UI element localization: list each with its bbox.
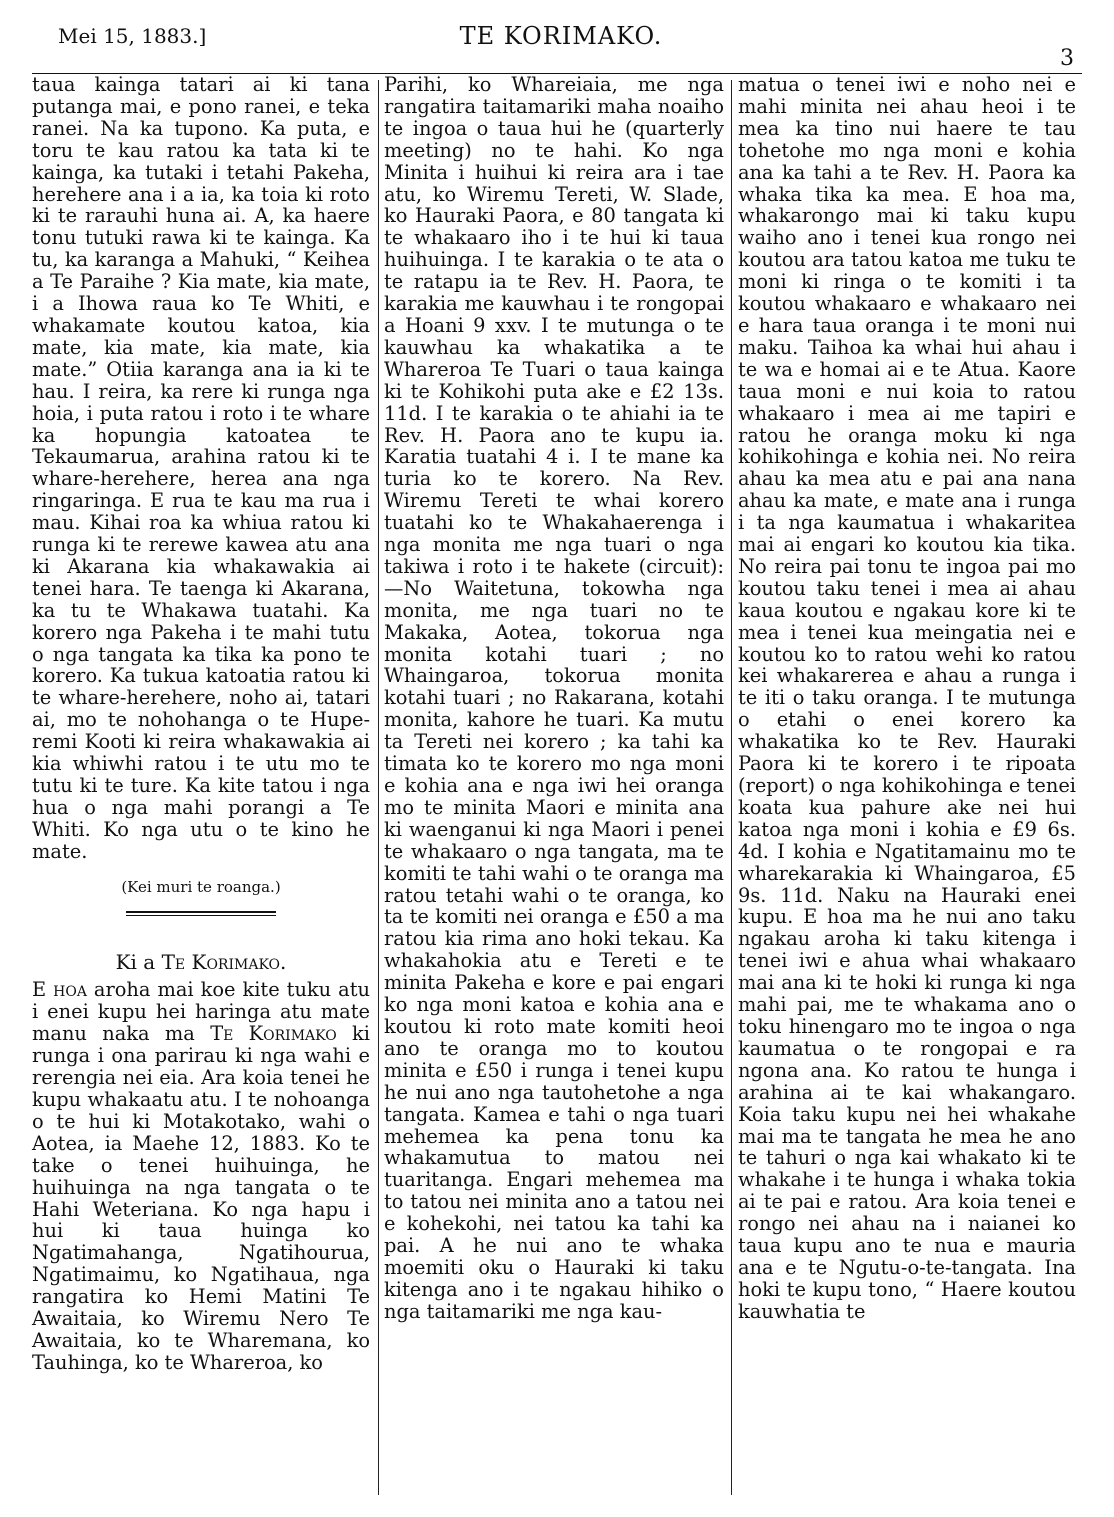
heading-name: Te Korimako. — [161, 949, 287, 974]
column-divider — [731, 80, 732, 1495]
issue-date: Mei 15, 1883.] — [58, 24, 207, 48]
letter-text-a: aroha mai koe kite tuku atu i enei kupu hei haringa atu mate manu naka ma — [32, 978, 370, 1046]
column-1 — [32, 74, 370, 1374]
letter-name: Te Korimako — [210, 1022, 337, 1046]
column-2 — [384, 74, 724, 1323]
letter-text-b: ki runga i ona parirau ki nga wahi e rerengia nei eia. Ara koia tenei he kupu whakaatu atu. I te nohoanga o te hui ki Motakotako, wahi o Aotea, ia Maehe 12, 1883. Ko te take o tenei huihuinga, he huihuinga na nga tangata o te Hahi Weteriana. Ko nga hapu i hui ki taua huinga ko Ngatimahanga, Ngatihourua, Ngatimaimu, ko Ngatihaua, nga rangatira ko Hemi Matini Te Awaitaia, ko Wiremu Nero Te Awaitaia, ko te Wharemana, ko Tauhinga, ko te Whareroa, ko — [32, 1022, 370, 1374]
page-header — [40, 18, 1082, 71]
letter-heading — [32, 949, 370, 974]
column-divider — [378, 80, 379, 1495]
article-text: Parihi, ko Whareiaia, me nga rangatira taitamariki maha noaiho te ingoa o taua hui he (quarterly meeting) no te hahi. Ko nga Minita i huihui ki reira ara i tae atu, ko Wiremu Tereti, W. Slade, ko Hauraki Paora, e 80 tangata ki te whakaaro iho i te hui ki taua huihuinga. I te karakia o te ata o te ratapu ia te Rev. H. Paora, te karakia me kauwhau i te rongopai a Hoani 9 xxv. I te mutunga o te kauwhau ka whakatika a te Whareroa Te Tuari o taua kainga ki te Kohikohi puta ake e £2 13s. 11d. I te karakia o te ahiahi ia te Rev. H. Paora ano te kupu ia. Karatia tuatahi 4 i. I te mane ka turia ko te korero. Na Rev. Wiremu Tereti te whai korero tuatahi ko te Whakahaerenga i nga monita me nga tuari o nga takiwa i roto i te hakete (circuit):—No Waitetuna, tokowha nga monita, me nga tuari no te Makaka, Aotea, tokorua nga monita kotahi tuari ; no Whaingaroa, tokorua monita kotahi tuari ; no Rakarana, kotahi monita, kahore he tuari. Ka mutu ta Tereti nei korero ; ka tahi ka timata ko te korero mo nga moni e kohia ana e nga iwi hei oranga mo te minita Maori e minita ana ki waenganui ki nga Maori i penei te whakaaro o nga tangata, ma te komiti te tahi wahi o te oranga ma ratou tetahi wahi o te oranga, ko ta te komiti nei oranga e £50 a ma ratou kia rima ano hoki tekau. Ka whakahokia atu e Tereti e te minita Pakeha e kore e pai engari ko nga moni katoa e kohia ana e koutou ki roto mate komiti heoi ano te oranga mo to koutou minita e £50 i runga i tenei kupu he nui ano nga tautohetohe a nga tangata. Kamea e tahi o nga tuari mehemea ka pena tonu ka whakamutua to matou nei tuaritanga. Engari mehemea ma to tatou nei minita ano a tatou nei e kohekohi, nei tatou ka tahi ka pai. A he nui ano te whaka moemiti oku o Hauraki ki taku kitenga ano i te ngakau hihiko o nga taitamariki me nga kau- — [384, 73, 724, 1323]
letter-opening: E hoa — [32, 978, 87, 1002]
column-3 — [738, 74, 1076, 1323]
section-separator — [126, 911, 276, 916]
letter-text — [32, 979, 370, 1373]
article-text: taua kainga tatari ai ki tana putanga mai, e pono ranei, e teka ranei. Na ka tupono. Ka puta, e toru te kau ratou ka tata ki te kainga, ka tutaki i tetahi Pakeha, herehere ana i a ia, ka toia ki roto ki te rarauhi huna ai. A, ka haere tonu tutuki rawa ki te kainga. Ka tu, ka karanga a Mahuki, “ Keihea a Te Paraihe ? Kia mate, kia mate, i a Ihowa raua ko Te Whiti, e whakamate koutou katoa, kia mate, kia mate, kia mate, kia mate.” Otiia karanga ana ia ki te hau. I reira, ka rere ki runga nga hoia, i puta ratou i roto i te whare ka hopungia katoatea te Tekaumarua, arahina ratou ki te whare-herehere, herea ana nga ringaringa. E rua te kau ma rua i mau. Kihai roa ka whiua ratou ki runga ki te rerewe kawea atu ana ki Akarana kia whakawakia ai tenei hara. Te taenga ki Akarana, ka tu te Whakawa tuatahi. Ka korero nga Pakeha i te mahi tutu o nga tangata ka tika ka pono te korero. Ka tukua katoatia ratou ki te whare-herehere, noho ai, tatari ai, mo te nohohanga o te Hupe-remi Kooti ki reira whakawakia ai kia whiwhi ratou i te utu mo te tutu ki te ture. Ka kite tatou i nga hua o nga mahi porangi a Te Whiti. Ko nga utu o te kino he mate. — [32, 73, 370, 863]
continued-note: (Kei muri te roanga.) — [121, 877, 281, 896]
page-number: 3 — [1060, 46, 1074, 71]
newspaper-title: TE KORIMAKO. — [459, 22, 663, 50]
heading-prefix: Ki a — [115, 949, 156, 974]
article-text: matua o tenei iwi e noho nei e mahi minita nei ahau heoi i te mea ka tino nui haere te tau tohetohe mo nga moni e kohia ana ka tahi a te Rev. H. Paora ka whaka tika ka mea. E hoa ma, whakarongo mai ki taku kupu waiho ano i tenei kua rongo nei koutou ara tatou katoa me tuku te moni ki ringa o te komiti i ta koutou whakaaro e whakaaro nei e hara taua oranga i te moni nui maku. Taihoa ka whai hui ahau i te wa e homai ai e te Atua. Kaore taua moni e nui koia to ratou whakaaro i mea ai me tapiri e ratou he oranga moku ki nga kohikohinga e kohia nei. No reira ahau ka mea atu e pai ana nana ahau ka mate, e mate ana i runga i ta nga kaumatua i whakaritea mai ai engari ko koutou kia tika. No reira pai tonu te ingoa pai mo koutou taku tenei i mea ai ahau kaua koutou e ngakau kore ki te mea i tenei kua meingatia nei e koutou ko to ratou wehi ko ratou kei whakarerea e ahau a runga i te iti o taku oranga. I te mutunga o etahi o enei korero ka whakatika ko te Rev. Hauraki Paora ki te korero i te ripoata (report) o nga kohikohinga e tenei koata kua pahure ake nei hui katoa nga moni i kohia e £9 6s. 4d. I kohia e Ngatitamainu mo te wharekarakia ki Whaingaroa, £5 9s. 11d. Naku na Hauraki enei kupu. E hoa ma he nui ano taku ngakau aroha ki taku kitenga i tenei iwi e ahua whai whakaaro mai ana ki te hoki ki runga ki nga mahi pai, me te whakama ano o toku hinengaro mo te ingoa o nga kaumatua o te rongopai e ra ngona ana. Ko ratou te hunga i arahina ai te kai whakangaro. Koia taku kupu nei hei whakahe mai ma te tangata he mea he ano te tahuri o nga kai whakato ki te whakahe i te hunga i whaka tokia ai te pai e ratou. Ara koia tenei e rongo nei ahau na i naianei ko taua kupu ano te nua e mauria ana e te Ngutu-o-te-tangata. Ina hoki te kupu tono, “ Haere koutou kauwhatia te — [738, 73, 1076, 1323]
